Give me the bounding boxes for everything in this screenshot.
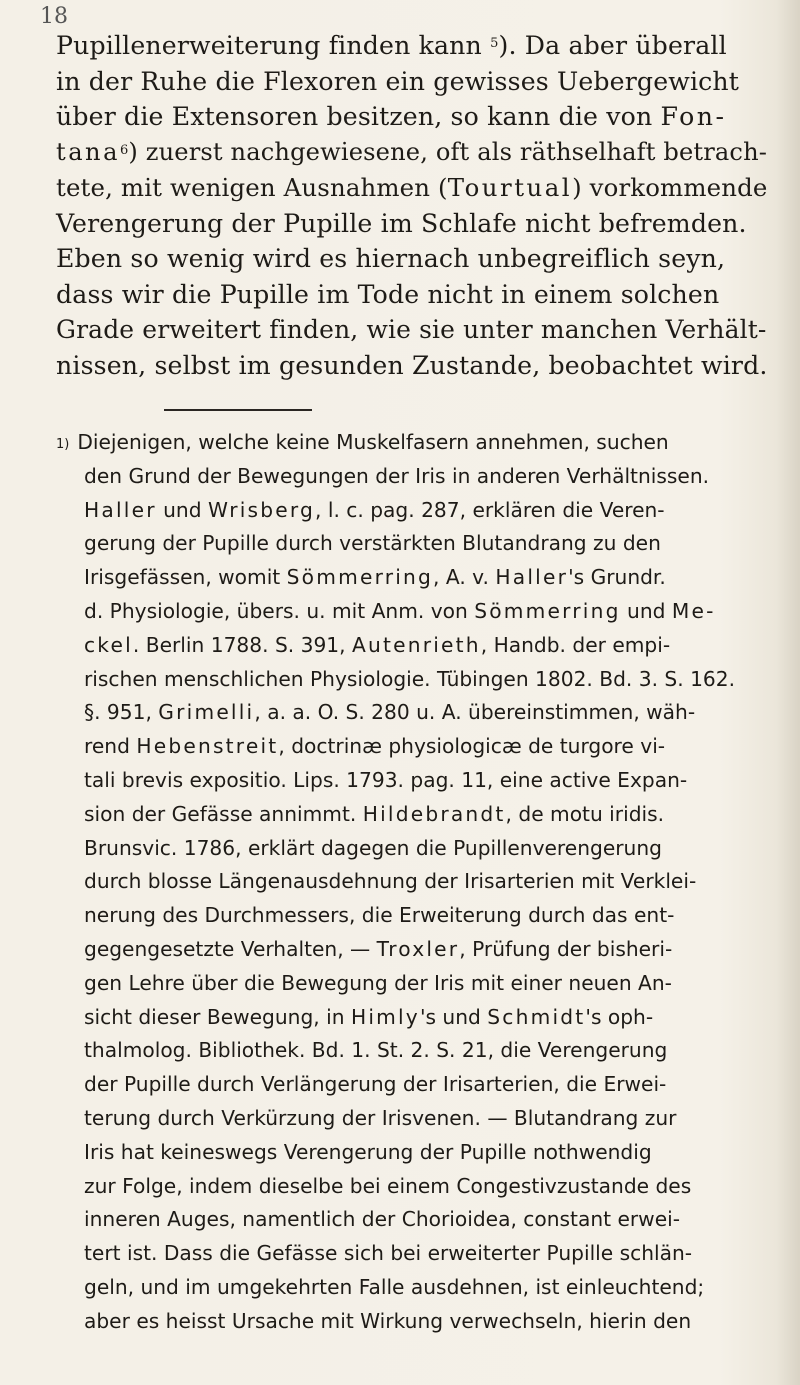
footnote-line [56, 1102, 770, 1136]
footnote-line [56, 832, 770, 866]
spaced-name: tana [56, 137, 120, 166]
text-run: dass wir die Pupille im Tode nicht in einem solchen [56, 279, 720, 309]
footnote-line [56, 1203, 770, 1237]
footnote-line [56, 764, 770, 798]
text-run: . Berlin 1788. S. 391, [132, 632, 352, 657]
footnote-line [56, 696, 770, 730]
spaced-name: Autenrieth [351, 632, 481, 657]
text-run: §. 951, [84, 700, 159, 725]
main-text-line [56, 348, 770, 384]
main-text-line [56, 99, 770, 135]
text-run: Iris hat keineswegs Verengerung der Pupille nothwendig [84, 1139, 652, 1164]
text-run: durch blosse Längenausdehnung der Irisarterien mit Verklei- [84, 869, 697, 894]
text-run: tali brevis expositio. Lips. 1793. pag. 11, eine active Expan- [84, 767, 688, 792]
footnote-line [56, 527, 770, 561]
text-run: Diejenigen, welche keine Muskelfasern annehmen, suchen [77, 430, 669, 454]
spaced-name: Tourtual [447, 173, 573, 202]
text-run: , A. v. [433, 565, 496, 590]
text-run: gegengesetzte Verhalten, — [84, 936, 377, 961]
footnote-reference: 5 [490, 36, 499, 51]
spaced-name: Grimelli [158, 700, 255, 725]
text-run: inneren Auges, namentlich der Chorioidea, constant erwei- [84, 1207, 681, 1232]
footnote-line [56, 426, 770, 460]
text-run: tert ist. Dass die Gefässe sich bei erweiterter Pupille schlän- [84, 1241, 693, 1266]
footnote-reference: 6 [119, 142, 129, 158]
spaced-name: Fon- [660, 102, 727, 131]
main-text-line [56, 241, 770, 277]
text-run: und [620, 598, 672, 623]
text-run: und [156, 497, 208, 522]
text-run: , doctrinæ physiologicæ de turgore vi- [278, 734, 666, 759]
text-run: ). Da aber überall [498, 31, 727, 60]
text-run: , Prüfung der bisheri- [459, 936, 673, 961]
footnote-line [56, 933, 770, 967]
footnote-line [56, 595, 770, 629]
main-text-line [56, 64, 770, 100]
main-text-line [56, 312, 770, 348]
spaced-name: Haller [495, 565, 569, 590]
spaced-name: Hildebrandt [362, 801, 506, 826]
footnote-line [56, 494, 770, 528]
spaced-name: Troxler [376, 936, 460, 961]
footnote-line [56, 1068, 770, 1102]
footnote-line [56, 1001, 770, 1035]
text-run: 's oph- [585, 1004, 654, 1029]
text-run: 's und [419, 1004, 488, 1029]
main-text-line [56, 277, 770, 313]
text-run: rend [84, 734, 137, 759]
spaced-name: Sömmerring [474, 598, 621, 623]
footnote-line [56, 1305, 770, 1339]
text-run: , Handb. der empi- [480, 632, 671, 657]
text-run: gen Lehre über die Bewegung der Iris mit einer neuen An- [84, 970, 672, 995]
footnote-line [56, 1034, 770, 1068]
spaced-name: Me- [671, 598, 716, 623]
text-run: , a. a. O. S. 280 u. A. übereinstimmen, wäh- [254, 700, 696, 725]
footnote-line [56, 629, 770, 663]
text-run: aber es heisst Ursache mit Wirkung verwechseln, hierin den [84, 1308, 692, 1333]
footnote-line [56, 1271, 770, 1305]
footnote-line [56, 730, 770, 764]
text-run: Irisgefässen, womit [84, 565, 287, 590]
footnote-separator-rule [164, 409, 312, 411]
spaced-name: ckel [84, 632, 133, 657]
main-text-line [56, 206, 770, 242]
text-run: der Pupille durch Verlängerung der Irisarterien, die Erwei- [84, 1072, 667, 1097]
text-run: den Grund der Bewegungen der Iris in anderen Verhältnissen. [84, 463, 710, 488]
text-run: sion der Gefässe annimmt. [84, 801, 363, 826]
footnote-line [56, 865, 770, 899]
spaced-name: Schmidt [487, 1004, 586, 1029]
text-run: nissen, selbst im gesunden Zustande, beobachtet wird. [56, 350, 768, 380]
text-run: Eben so wenig wird es hiernach unbegreiflich seyn, [56, 244, 726, 273]
text-run: , de motu iridis. [505, 801, 665, 826]
footnote-line [56, 663, 770, 697]
text-run: gerung der Pupille durch verstärkten Blutandrang zu den [84, 531, 661, 556]
text-run: thalmolog. Bibliothek. Bd. 1. St. 2. S. 21, die Verengerung [84, 1038, 668, 1063]
spaced-name: Himly [350, 1004, 420, 1029]
text-run: sicht dieser Bewegung, in [84, 1004, 351, 1029]
text-run: zur Folge, indem dieselbe bei einem Congestivzustande des [84, 1173, 692, 1198]
main-paragraph [56, 28, 770, 383]
spaced-name: Haller [84, 497, 157, 522]
spaced-name: Wrisberg [207, 497, 316, 522]
text-run: terung durch Verkürzung der Irisvenen. — Blutandrang zur [84, 1105, 677, 1130]
footnote-block [56, 426, 770, 1339]
footnote-line [56, 561, 770, 595]
text-run: ) vorkommende [572, 173, 768, 202]
footnote-line [56, 967, 770, 1001]
page-number: 18 [40, 4, 68, 29]
footnote-line [56, 1170, 770, 1204]
text-run: Grade erweitert finden, wie sie unter manchen Verhält- [56, 315, 767, 344]
footnote-line [56, 1237, 770, 1271]
footnote-marker: 1) [56, 437, 70, 452]
footnote-line [56, 899, 770, 933]
footnote-line [56, 460, 770, 494]
text-run: Verengerung der Pupille im Schlafe nicht befremden. [56, 208, 747, 238]
text-run: 's Grundr. [568, 565, 666, 590]
footnote-line [56, 798, 770, 832]
text-run: nerung des Durchmessers, die Erweiterung durch das ent- [84, 903, 675, 928]
text-run: über die Extensoren besitzen, so kann die von [56, 102, 661, 131]
text-run: in der Ruhe die Flexoren ein gewisses Uebergewicht [56, 66, 740, 96]
spaced-name: Sömmerring [286, 565, 434, 590]
text-run: Brunsvic. 1786, erklärt dagegen die Pupillenverengerung [84, 835, 662, 860]
main-text-line [56, 170, 770, 206]
text-run: , l. c. pag. 287, erklären die Veren- [315, 497, 665, 522]
text-run: tete, mit wenigen Ausnahmen ( [56, 173, 448, 202]
text-run: d. Physiologie, übers. u. mit Anm. von [84, 598, 475, 623]
text-run: Pupillenerweiterung finden kann [56, 31, 491, 60]
footnote-line [56, 1136, 770, 1170]
text-run: geln, und im umgekehrten Falle ausdehnen, ist einleuchtend; [84, 1274, 705, 1299]
text-run: rischen menschlichen Physiologie. Tübingen 1802. Bd. 3. S. 162. [84, 666, 736, 691]
main-text-line [56, 28, 770, 64]
text-run: ) zuerst nachgewiesene, oft als räthselhaft betrach- [128, 137, 768, 166]
main-text-line [56, 135, 770, 171]
spaced-name: Hebenstreit [136, 734, 279, 759]
